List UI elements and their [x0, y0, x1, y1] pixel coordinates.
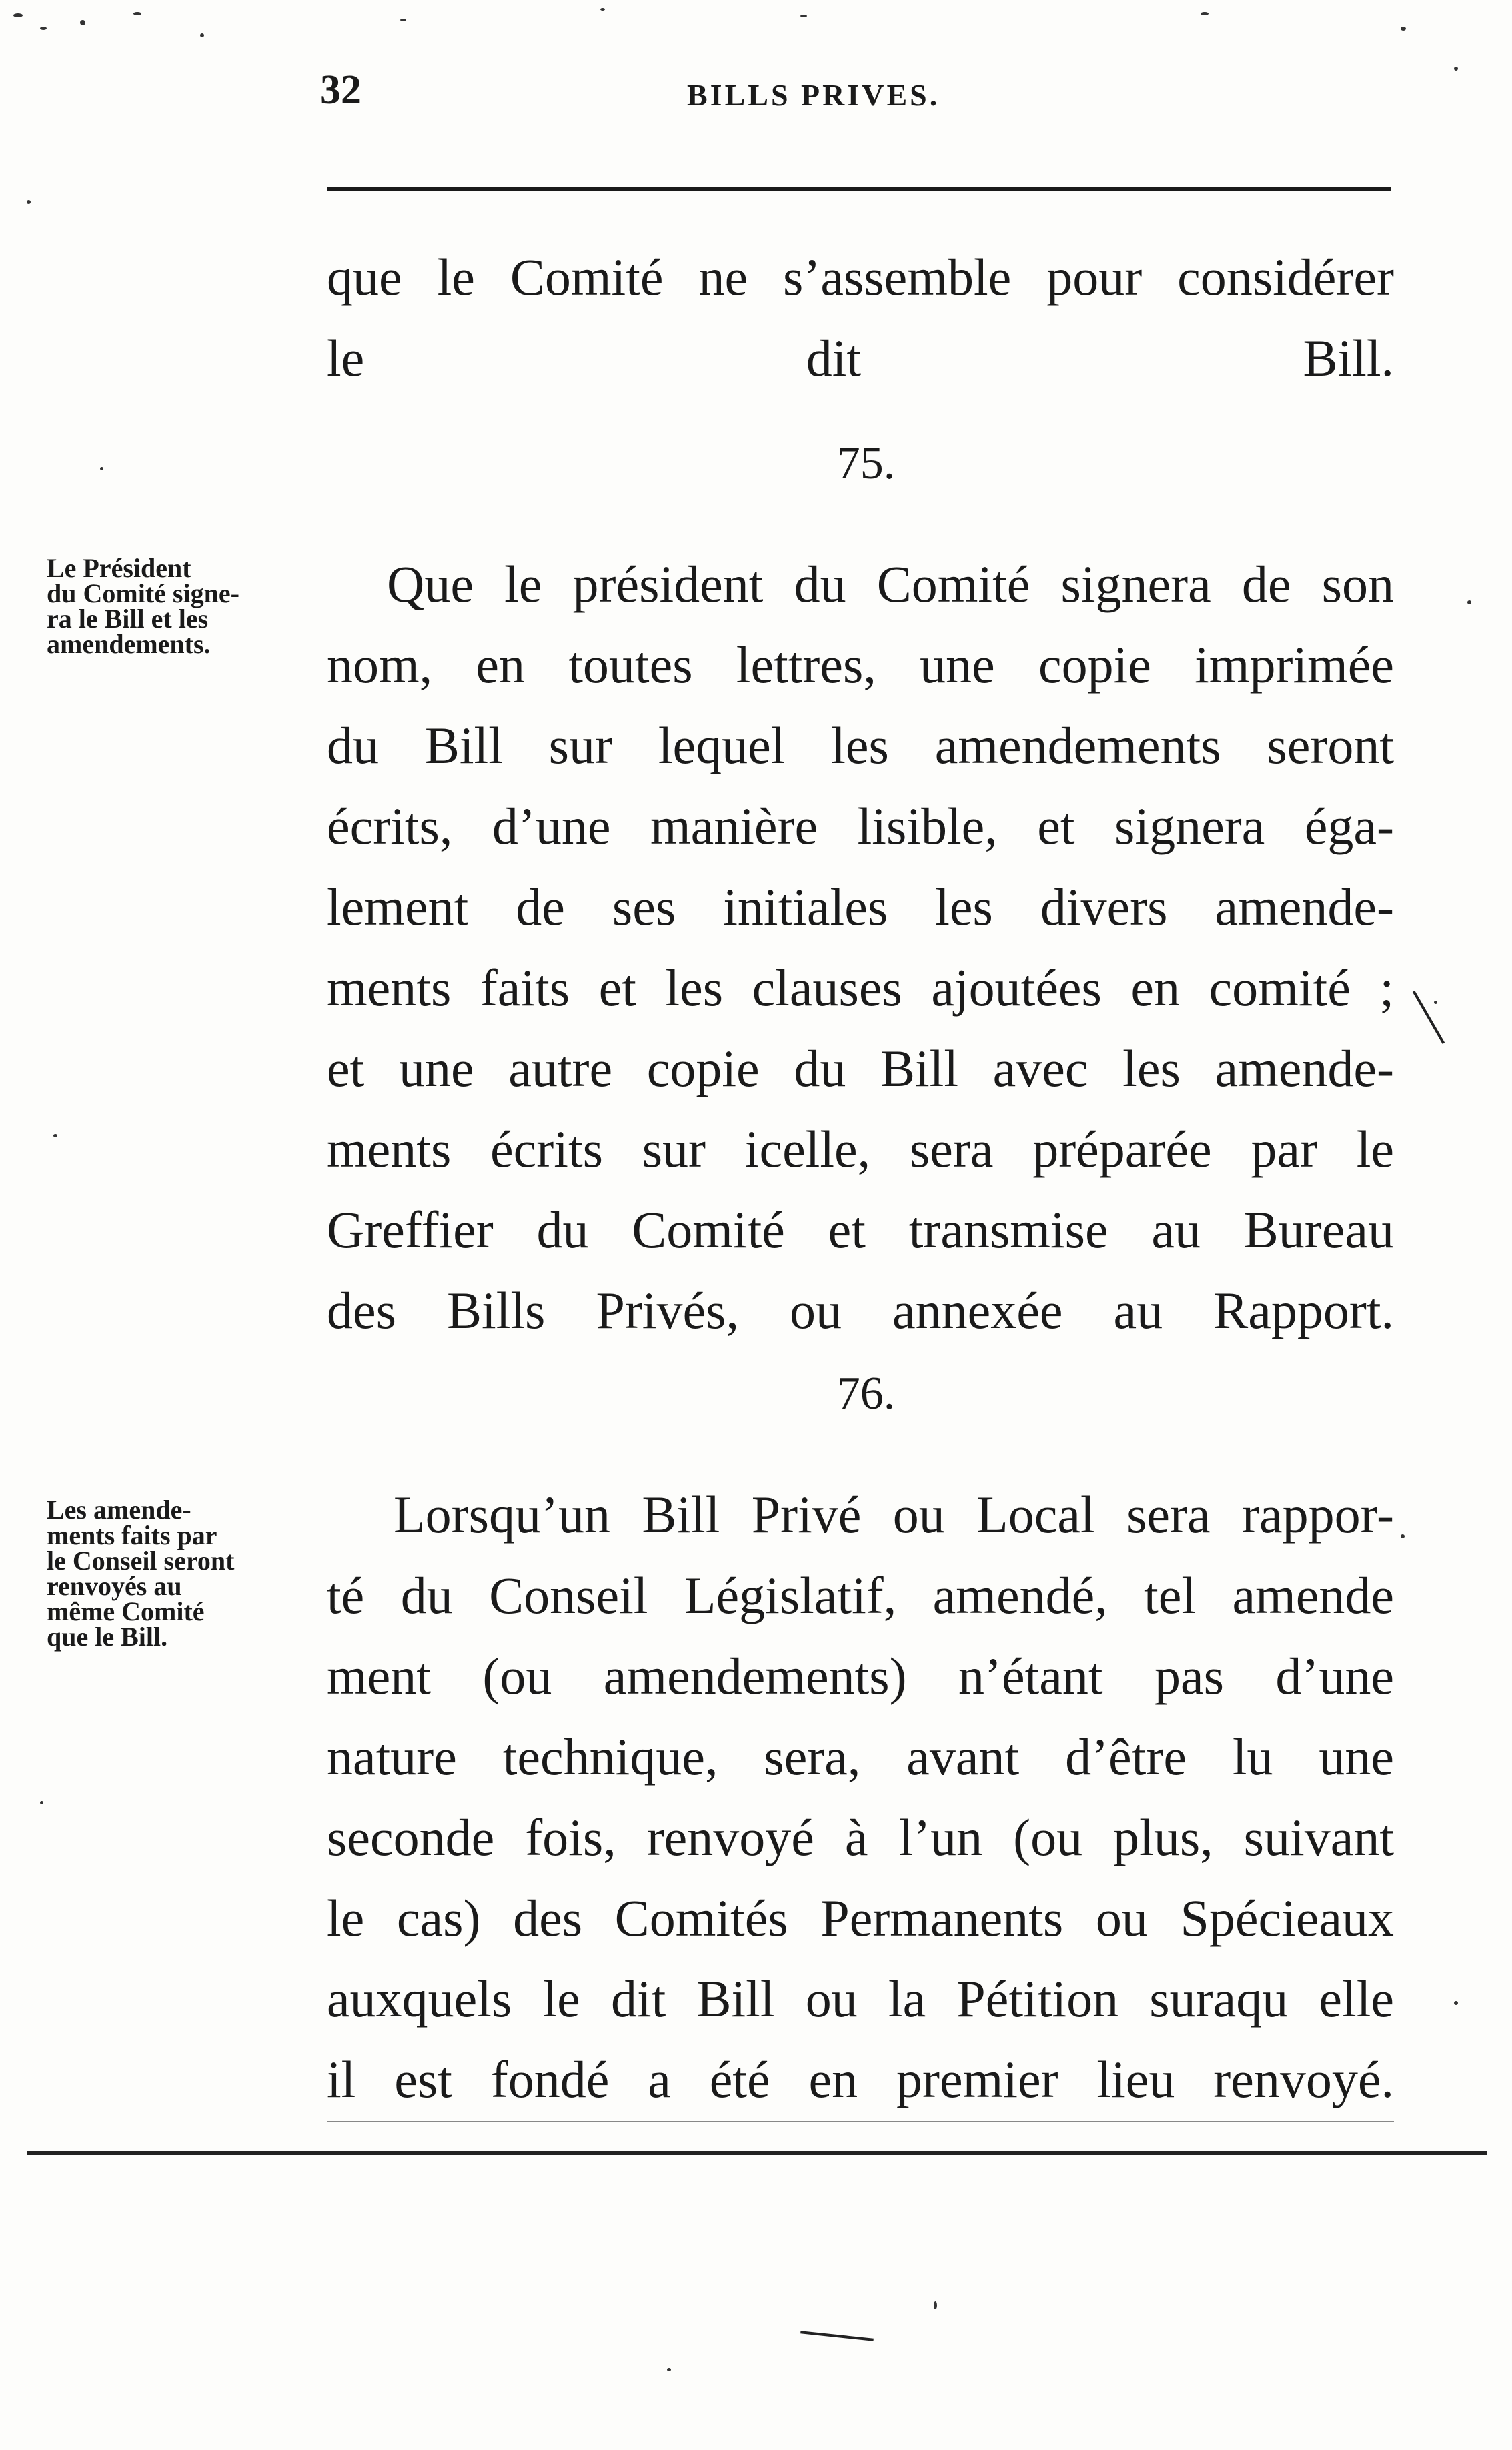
- footer-rule-thin: [327, 2121, 1394, 2122]
- margin-note-line: amendements.: [47, 629, 211, 659]
- text-line: nom, en toutes lettres, une copie imprimée: [327, 636, 1394, 694]
- margin-note-line: même Comité: [47, 1596, 205, 1626]
- margin-note-line: le Conseil seront: [47, 1546, 235, 1576]
- text-line: que le Comité ne s’assemble pour considérer: [327, 248, 1394, 306]
- section-76-paragraph: [327, 1474, 1394, 2120]
- scan-mark: [800, 2331, 874, 2341]
- margin-note-line: ments faits par: [47, 1520, 217, 1550]
- margin-note-line: Les amende-: [47, 1495, 191, 1525]
- text-line: écrits, d’une manière lisible, et signera éga-: [327, 797, 1394, 855]
- footer-rule: [27, 2151, 1487, 2155]
- page-header: [313, 67, 1394, 120]
- text-line: ments écrits sur icelle, sera préparée par le: [327, 1120, 1394, 1178]
- text-line: seconde fois, renvoyé à l’un (ou plus, suivant: [327, 1808, 1394, 1866]
- running-head: BILLS PRIVES.: [687, 78, 940, 112]
- text-line: et une autre copie du Bill avec les amende-: [327, 1039, 1394, 1097]
- header-rule: [327, 187, 1391, 191]
- section-number-75: 75.: [836, 438, 896, 489]
- text-line: ment (ou amendements) n’étant pas d’une: [327, 1647, 1394, 1705]
- text-line: auxquels le dit Bill ou la Pétition suraqu elle: [327, 1970, 1394, 2028]
- text-line: Greffier du Comité et transmise au Bureau: [327, 1201, 1394, 1259]
- text-line: Lorsqu’un Bill Privé ou Local sera rappor-: [394, 1485, 1394, 1544]
- margin-note-line: du Comité signe-: [47, 578, 239, 608]
- scan-mark: [1413, 991, 1445, 1044]
- text-line: nature technique, sera, avant d’être lu une: [327, 1728, 1394, 1786]
- text-line: le dit Bill.: [327, 329, 1394, 387]
- margin-note-line: que le Bill.: [47, 1622, 168, 1652]
- text-line: des Bills Privés, ou annexée au Rapport.: [327, 1281, 1394, 1339]
- page-number: 32: [320, 67, 361, 113]
- text-line: Que le président du Comité signera de son: [387, 555, 1394, 613]
- text-line: ments faits et les clauses ajoutées en comité ;: [327, 959, 1394, 1017]
- section-number-76: 76.: [836, 1368, 896, 1419]
- text-line: du Bill sur lequel les amendements seront: [327, 716, 1394, 774]
- text-line: il est fondé a été en premier lieu renvoyé.: [327, 2050, 1394, 2108]
- margin-note-line: Le Président: [47, 553, 191, 583]
- section-75-paragraph: [327, 544, 1394, 1351]
- intro-paragraph: [327, 237, 1394, 398]
- margin-note-line: renvoyés au: [47, 1571, 182, 1601]
- text-line: lement de ses initiales les divers amende-: [327, 878, 1394, 936]
- margin-note-line: ra le Bill et les: [47, 604, 209, 634]
- text-line: té du Conseil Législatif, amendé, tel amende: [327, 1566, 1394, 1624]
- margin-note-76: [47, 1497, 327, 1650]
- margin-note-75: [47, 553, 327, 659]
- text-line: le cas) des Comités Permanents ou Spécieaux: [327, 1889, 1394, 1947]
